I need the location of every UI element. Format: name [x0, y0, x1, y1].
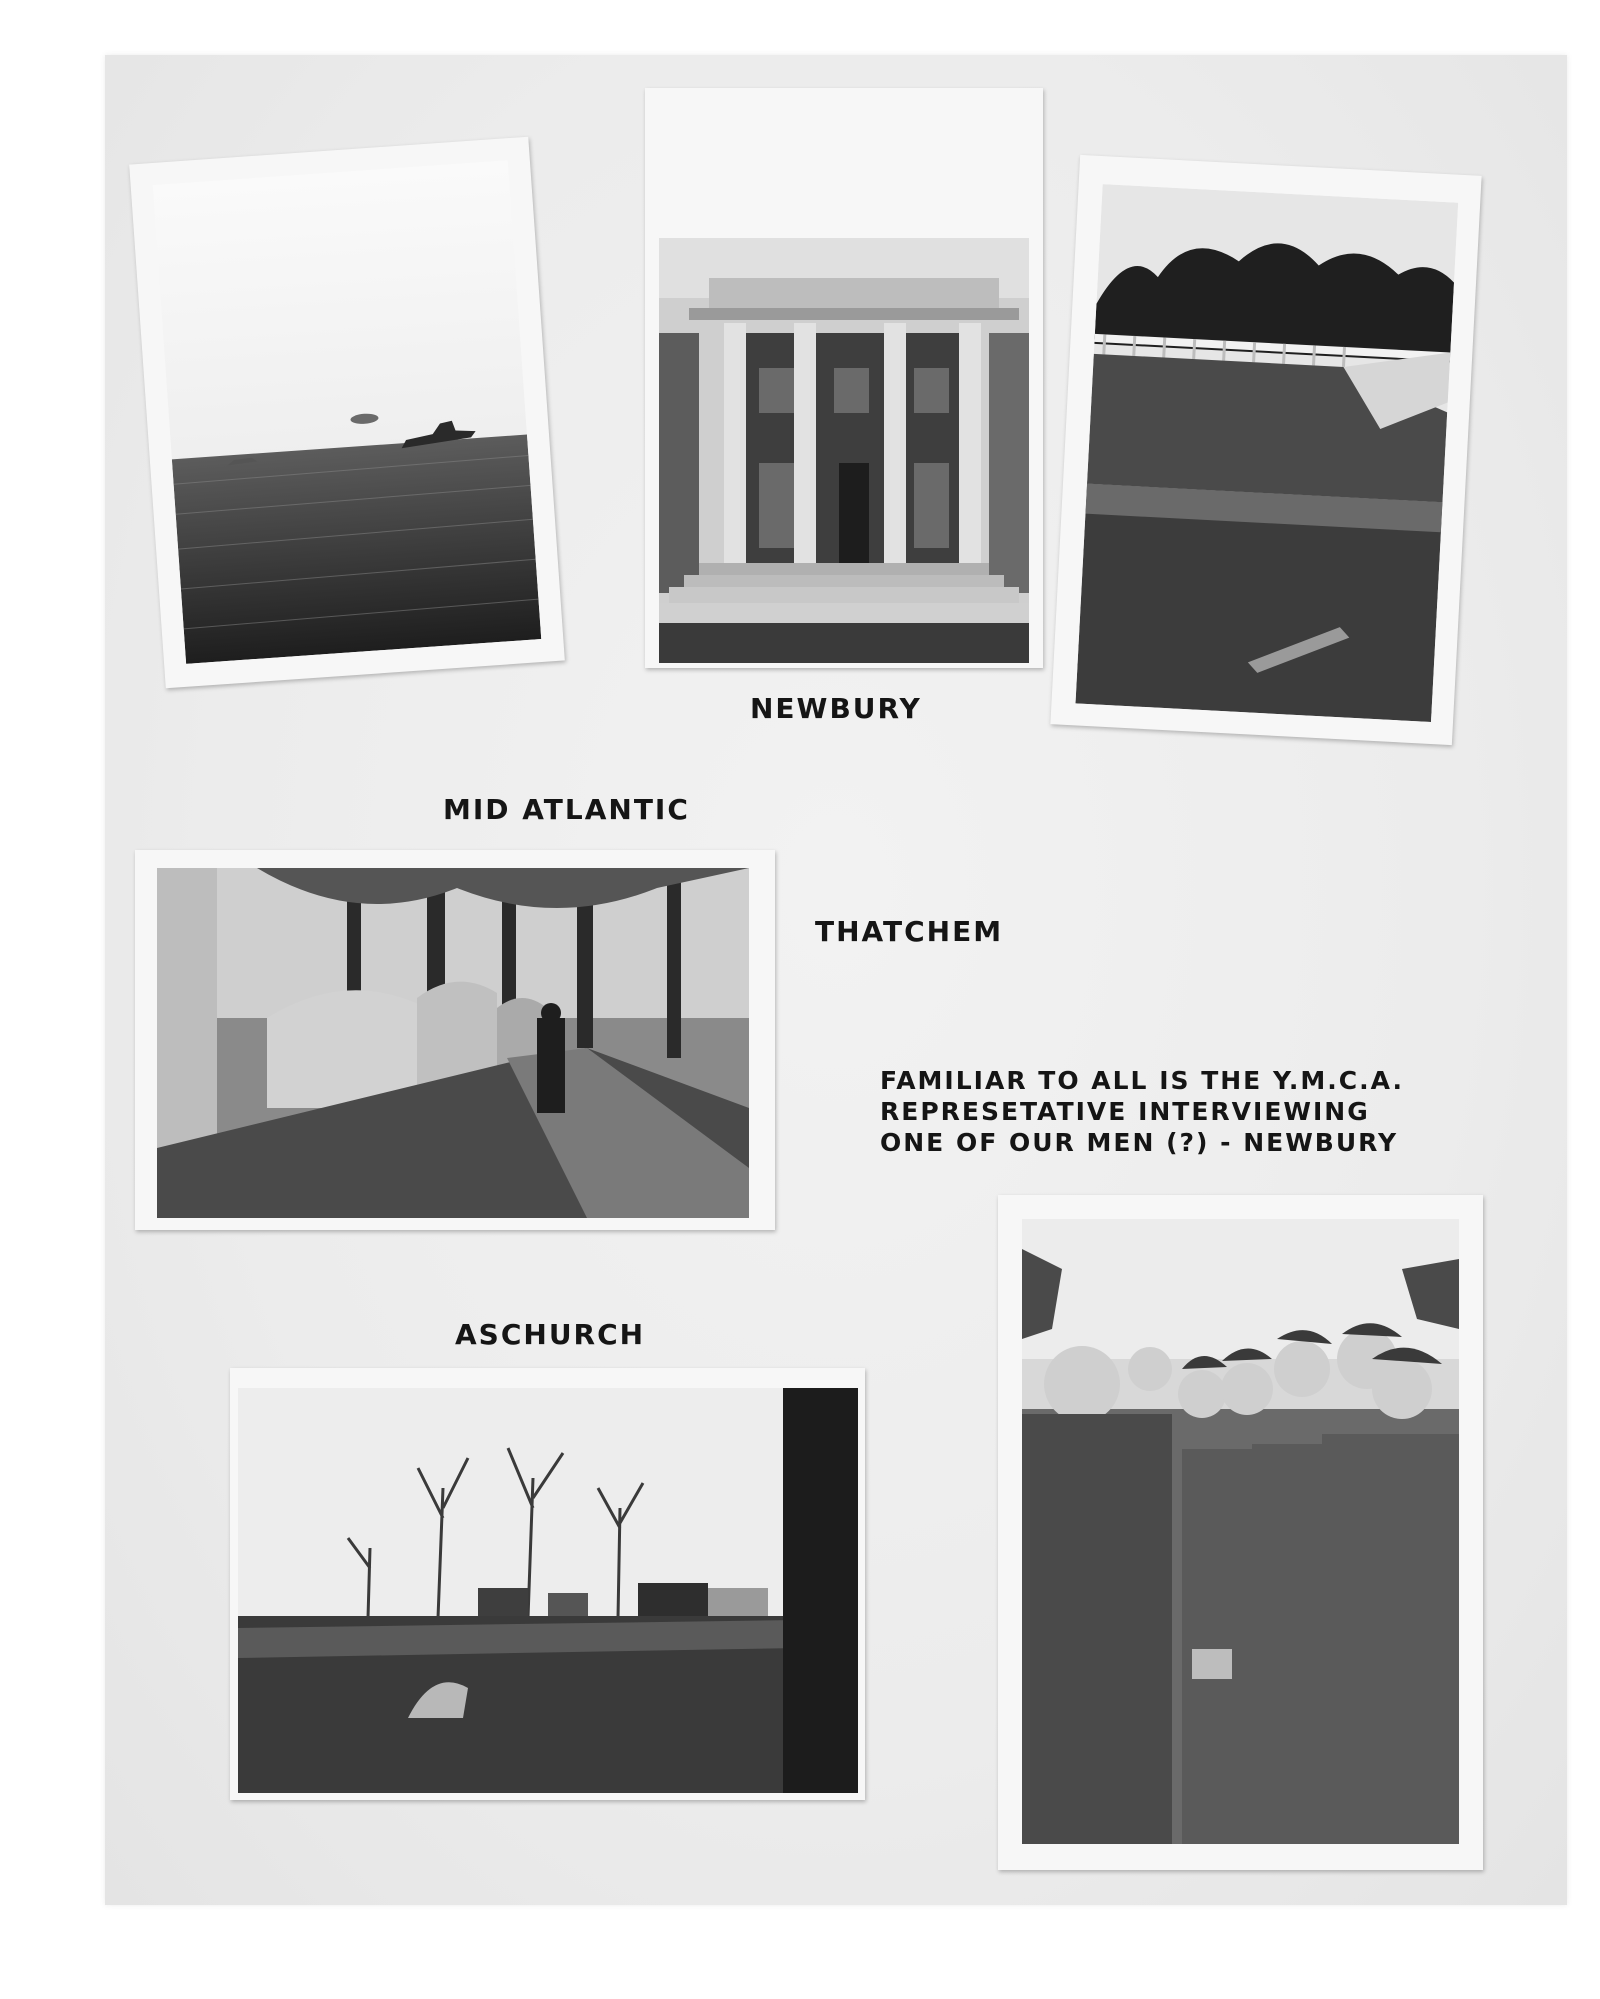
caption-thatchem: THATCHEM — [815, 915, 1004, 948]
album-page — [105, 55, 1567, 1905]
newbury-garden-photo — [1050, 155, 1481, 745]
caption-mid-atlantic: MID ATLANTIC — [443, 793, 690, 826]
caption-ymca-line-2: REPRESETATIVE INTERVIEWING — [880, 1097, 1370, 1126]
caption-ymca-interview — [880, 1065, 1404, 1158]
thatchem-photo — [135, 850, 775, 1230]
caption-ymca-line-3: ONE OF OUR MEN (?) - NEWBURY — [880, 1128, 1399, 1157]
aschurch-photo — [230, 1368, 865, 1800]
ymca-interview-photo — [998, 1195, 1483, 1870]
caption-ymca-line-1: FAMILIAR TO ALL IS THE Y.M.C.A. — [880, 1066, 1404, 1095]
newbury-portico-photo — [645, 88, 1043, 668]
caption-aschurch: ASCHURCH — [455, 1318, 646, 1351]
caption-newbury: NEWBURY — [750, 692, 922, 725]
mid-atlantic-photo — [129, 137, 565, 689]
